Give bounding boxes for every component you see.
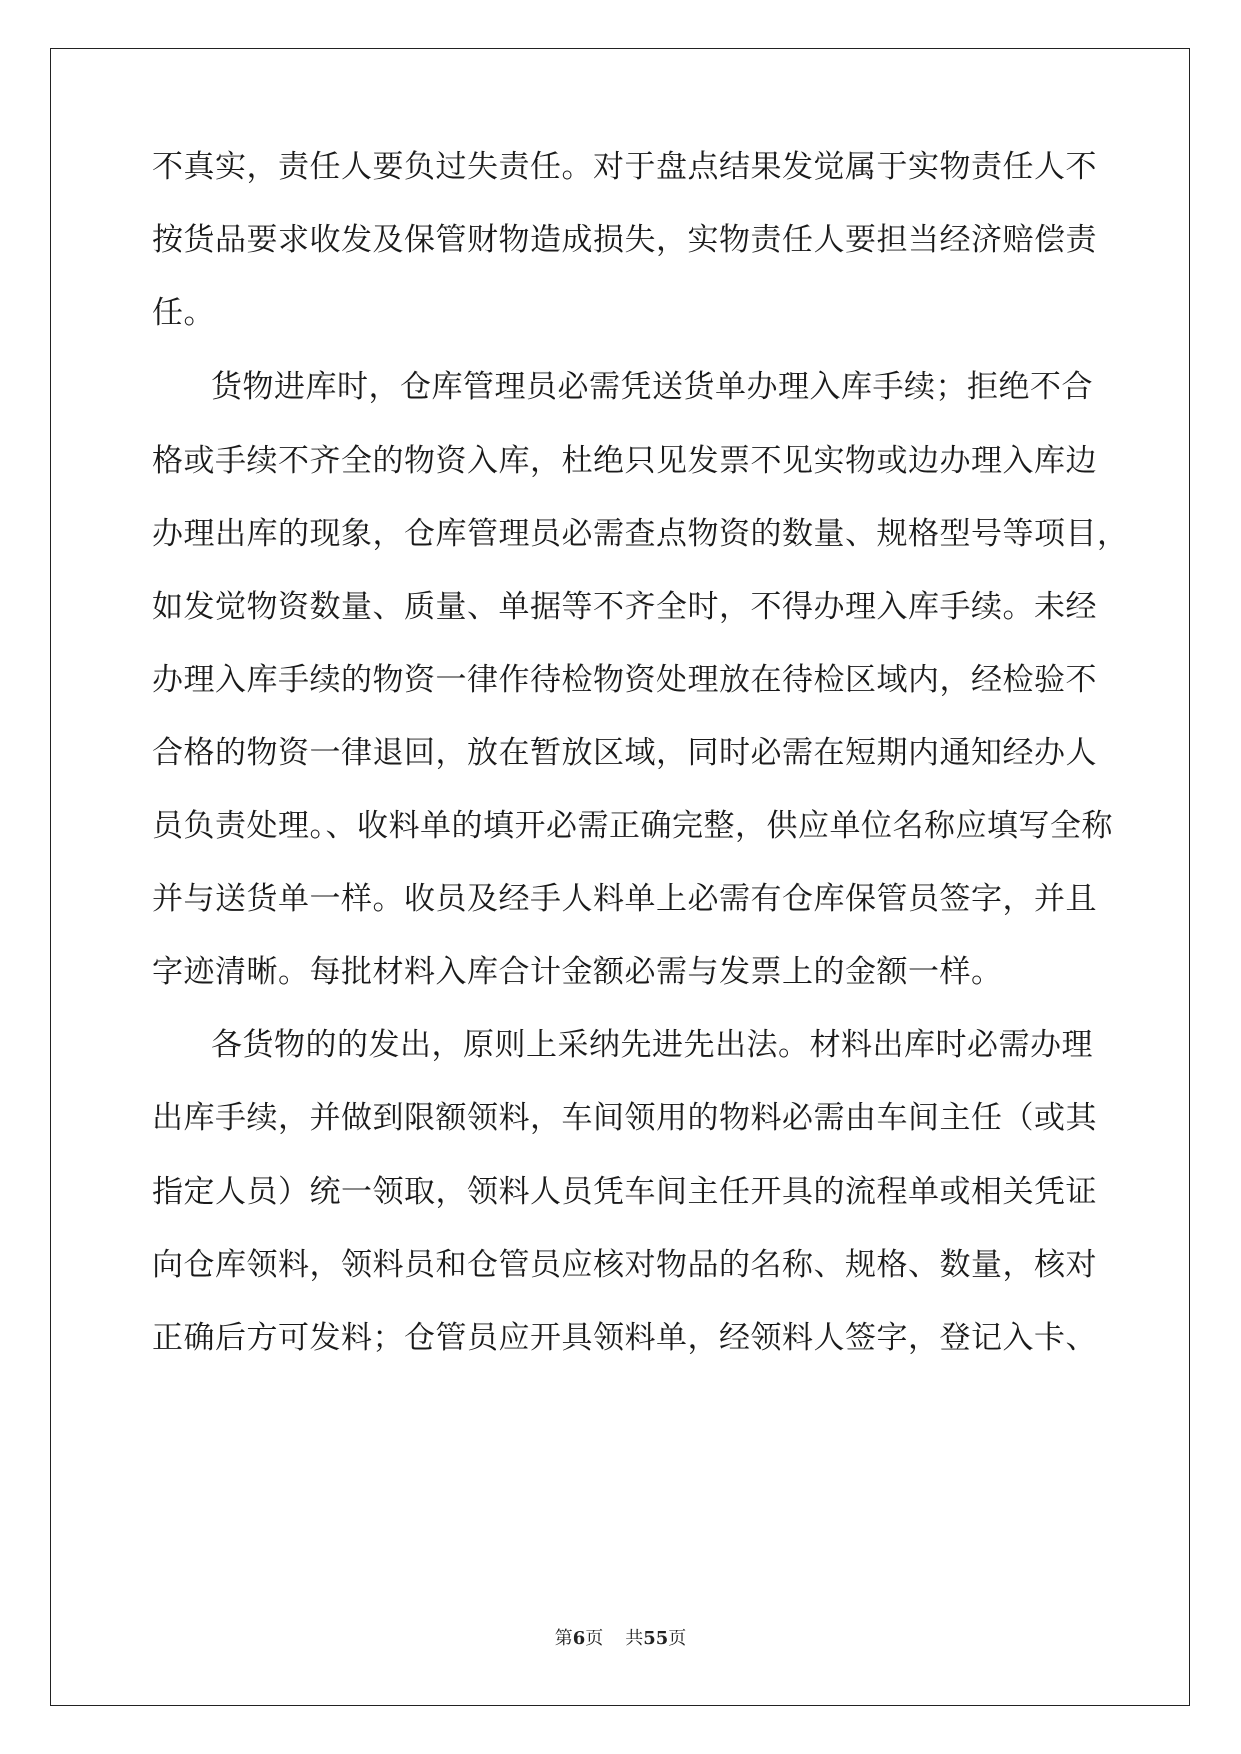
paragraph-line: 格或手续不齐全的物资入库，杜绝只见发票不见实物或边办理入库边 — [152, 443, 1097, 479]
paragraph-line: 指定人员）统一领取，领料人员凭车间主任开具的流程单或相关凭证 — [152, 1174, 1097, 1210]
page-number: 6 — [572, 1628, 586, 1649]
paragraph-line: 办理入库手续的物资一律作待检物资处理放在待检区域内，经检验不 — [152, 662, 1097, 698]
paragraph-line: 员负责处理。、收料单的填开必需正确完整，供应单位名称应填写全称 — [152, 808, 1113, 844]
paragraph-line: 按货品要求收发及保管财物造成损失，实物责任人要担当经济赔偿责 — [152, 222, 1097, 258]
paragraph-line: 并与送货单一样。收员及经手人料单上必需有仓库保管员签字，并且 — [152, 881, 1097, 917]
paragraph-line: 办理出库的现象，仓库管理员必需查点物资的数量、规格型号等项目， — [152, 516, 1129, 552]
page-suffix: 页 — [585, 1628, 604, 1649]
paragraph-line: 不真实，责任人要负过失责任。对于盘点结果发觉属于实物责任人不 — [152, 149, 1097, 185]
paragraph-line: 各货物的的发出，原则上采纳先进先出法。材料出库时必需办理 — [211, 1027, 1093, 1063]
paragraph-line: 货物进库时，仓库管理员必需凭送货单办理入库手续；拒绝不合 — [211, 369, 1093, 405]
total-pages: 55 — [643, 1628, 669, 1649]
total-suffix: 页 — [668, 1628, 687, 1649]
paragraph-line: 任。 — [152, 295, 215, 331]
paragraph-line: 向仓库领料，领料员和仓管员应核对物品的名称、规格、数量，核对 — [152, 1247, 1097, 1283]
paragraph-line: 出库手续，并做到限额领料，车间领用的物料必需由车间主任（或其 — [152, 1100, 1097, 1136]
total-prefix: 共 — [625, 1628, 644, 1649]
paragraph-line: 字迹清晰。每批材料入库合计金额必需与发票上的金额一样。 — [152, 954, 1003, 990]
paragraph-line: 正确后方可发料；仓管员应开具领料单，经领料人签字，登记入卡、 — [152, 1320, 1097, 1356]
paragraph-line: 合格的物资一律退回，放在暂放区域，同时必需在短期内通知经办人 — [152, 735, 1097, 771]
page-prefix: 第 — [554, 1628, 573, 1649]
page-footer — [0, 1624, 1241, 1650]
paragraph-line: 如发觉物资数量、质量、单据等不齐全时，不得办理入库手续。未经 — [152, 589, 1097, 625]
